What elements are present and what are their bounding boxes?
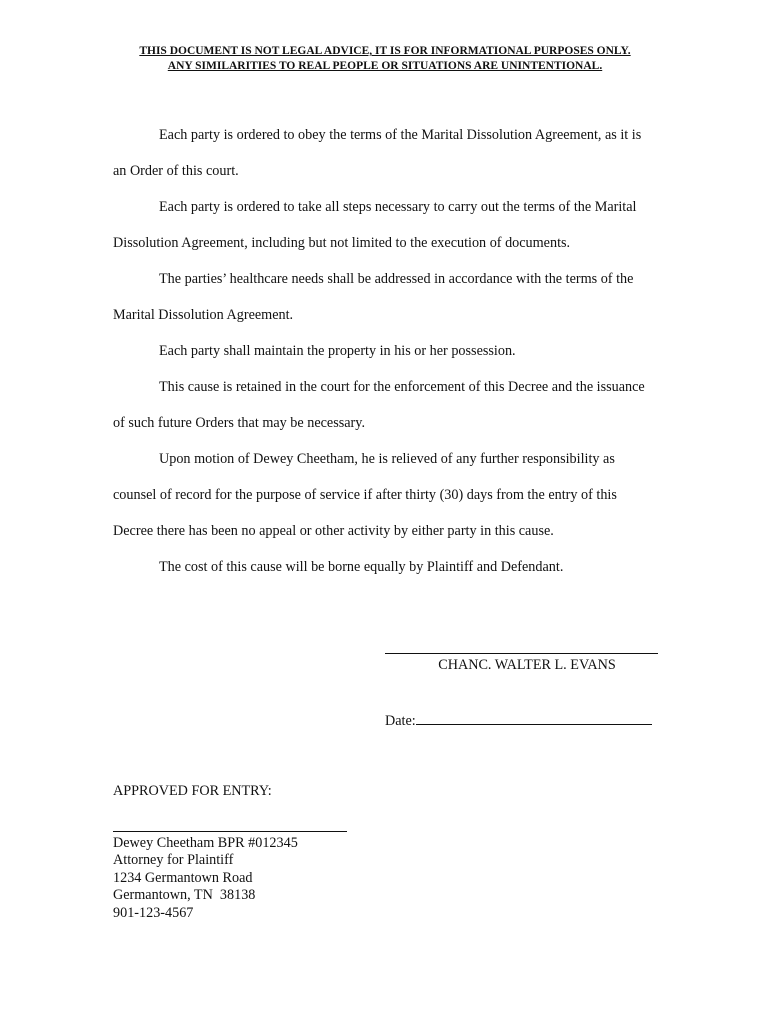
disclaimer-line-1: THIS DOCUMENT IS NOT LEGAL ADVICE, IT IS FOR INFORMATIONAL PURPOSES ONLY. xyxy=(139,45,631,57)
date-field xyxy=(385,711,652,730)
disclaimer-line-2: ANY SIMILARITIES TO REAL PEOPLE OR SITUATIONS ARE UNINTENTIONAL. xyxy=(167,60,603,72)
disclaimer-header xyxy=(100,44,670,74)
attorney-address-line-1: 1234 Germantown Road xyxy=(113,869,253,886)
attorney-info xyxy=(113,835,298,922)
paragraph-healthcare: The parties’ healthcare needs shall be addressed in accordance with the terms of the Marital Dissolution Agreement. xyxy=(113,271,634,323)
date-blank-line xyxy=(416,711,652,725)
attorney-signature-line xyxy=(113,831,347,832)
judge-signature-line xyxy=(385,653,658,654)
paragraph-carry-out-terms: Each party is ordered to take all steps necessary to carry out the terms of the Marital Dissolution Agreement, including but not limited to the execution of documents. xyxy=(113,199,637,251)
paragraph-counsel-relieved: Upon motion of Dewey Cheetham, he is relieved of any further responsibility as counsel of record for the purpose of service if after thirty (30) days from the entry of this Decree there has been no appeal or other activity by either party in this cause. xyxy=(113,451,617,539)
attorney-address-line-2: Germantown, TN 38138 xyxy=(113,887,256,904)
decree-body xyxy=(113,117,658,585)
paragraph-property: Each party shall maintain the property in his or her possession. xyxy=(159,343,516,359)
approved-for-entry-heading: APPROVED FOR ENTRY: xyxy=(113,783,272,799)
attorney-phone: 901-123-4567 xyxy=(113,904,194,921)
attorney-name: Dewey Cheetham BPR #012345 xyxy=(113,835,298,851)
paragraph-costs: The cost of this cause will be borne equally by Plaintiff and Defendant. xyxy=(159,559,564,575)
paragraph-obey-mda: Each party is ordered to obey the terms of the Marital Dissolution Agreement, as it is an Order of this court. xyxy=(113,127,642,179)
date-label: Date: xyxy=(385,713,416,729)
judge-name: CHANC. WALTER L. EVANS xyxy=(438,657,616,673)
attorney-role: Attorney for Plaintiff xyxy=(113,852,234,869)
paragraph-retained: This cause is retained in the court for the enforcement of this Decree and the issuance of such future Orders that may be necessary. xyxy=(113,379,645,431)
